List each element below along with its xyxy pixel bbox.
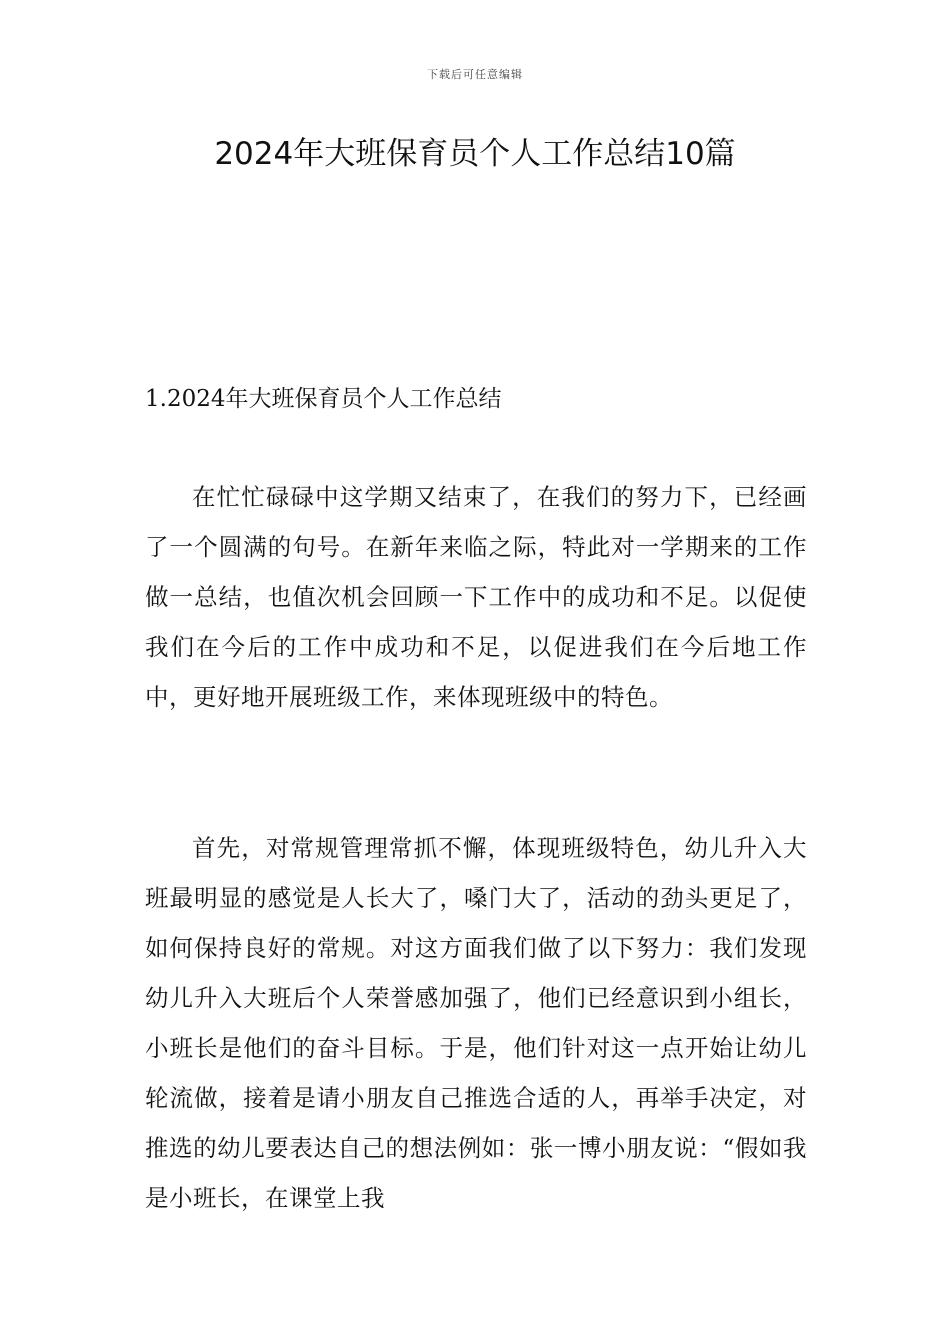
section-heading: 1.2024年大班保育员个人工作总结 [145, 386, 502, 412]
body-paragraph: 在忙忙碌碌中这学期又结束了，在我们的努力下，已经画了一个圆满的句号。在新年来临之际，特此对一学期来的工作做一总结，也值次机会回顾一下工作中的成功和不足。以促使我们在今后的工作中成功和不足，以促进我们在今后地工作中，更好地开展班级工作，来体现班级中的特色。 [145, 483, 807, 711]
header-note: 下载后可任意编辑 [427, 68, 523, 81]
body-paragraph: 首先，对常规管理常抓不懈，体现班级特色，幼儿升入大班最明显的感觉是人长大了，嗓门大了，活动的劲头更足了，如何保持良好的常规。对这方面我们做了以下努力：我们发现幼儿升入大班后个人荣誉感加强了，他们已经意识到小组长，小班长是他们的奋斗目标。于是，他们针对这一点开始让幼儿轮流做，接着是请小朋友自己推选合适的人，再举手决定，对推选的幼儿要表达自己的想法例如：张一博小朋友说：“假如我是小班长，在课堂上我 [145, 834, 807, 1212]
document-title: 2024年大班保育员个人工作总结10篇 [214, 136, 736, 172]
